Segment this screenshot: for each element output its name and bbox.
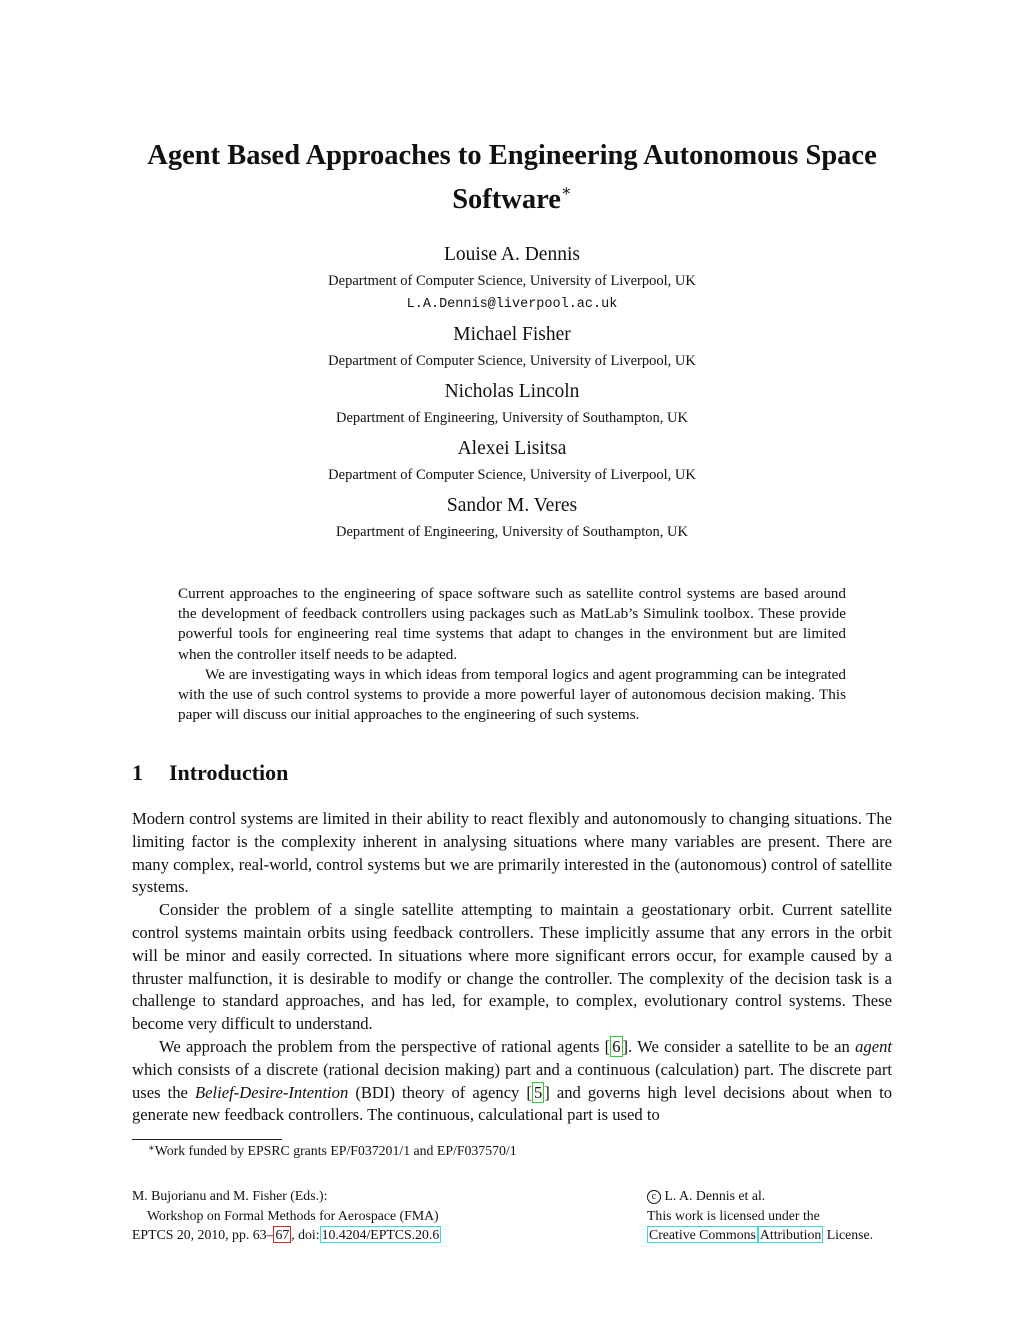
doi-link[interactable]: 10.4204/EPTCS.20.6 [321, 1227, 440, 1242]
license-links: Creative Commons Attribution License. [649, 1227, 874, 1242]
author-name: Sandor M. Veres [446, 495, 578, 516]
footnote-text: Work funded by EPSRC grants EP/F037201/1 and EP/F037570/1 [154, 1143, 517, 1158]
emphasis-agent: agent [855, 1036, 892, 1056]
author-affiliation: Department of Engineering, University of Southampton, UK [336, 410, 688, 426]
last-page-link[interactable]: 67 [275, 1227, 290, 1242]
paper-title [0, 138, 1024, 218]
title-line-1: Agent Based Approaches to Engineering Autonomous Space [147, 140, 877, 171]
author-name: Michael Fisher [453, 324, 571, 345]
citation-link[interactable]: 5 [533, 1082, 543, 1102]
author-email[interactable]: L.A.Dennis@liverpool.ac.uk [406, 297, 618, 312]
body-text [132, 808, 892, 1127]
license-line: This work is licensed under the [647, 1207, 820, 1223]
attribution-link[interactable]: Attribution [759, 1227, 822, 1242]
copyright-icon: c [647, 1190, 661, 1204]
author-affiliation: Department of Computer Science, University of Liverpool, UK [328, 467, 696, 483]
section-title: Introduction [169, 760, 289, 785]
footnote-mark: ∗ [148, 1143, 155, 1154]
abstract-paragraph: Current approaches to the engineering of space software such as satellite control systems are based around the development of feedback controllers using packages such as MatLab’s Simulink toolbox. These provide powerful tools for engineering real time systems that adapt to changes in the environment but are limited when the controller itself needs to be adapted. [178, 585, 846, 663]
editors-line: M. Bujorianu and M. Fisher (Eds.): [132, 1188, 328, 1203]
publication-info [132, 1186, 441, 1245]
footnote [148, 1143, 517, 1159]
creative-commons-link[interactable]: Creative Commons [649, 1227, 756, 1242]
eptcs-line: EPTCS 20, 2010, pp. 63– 67 , doi: 10.4204/EPTCS.20.6 [132, 1227, 440, 1242]
title-footnote-mark: ∗ [560, 183, 572, 200]
body-paragraph: Modern control systems are limited in their ability to react flexibly and autonomously to changing situations. The limiting factor is the complexity inherent in analysing situations where many variables are present. There are many complex, real-world, control systems but we are primarily interested in the (autonomous) control of satellite systems. [132, 809, 892, 897]
title-line-2: Software∗ [452, 183, 572, 215]
footnote-rule [132, 1139, 282, 1140]
abstract-paragraph: We are investigating ways in which ideas from temporal logics and agent programming can be integrated with the use of such control systems to provide a more powerful layer of autonomous decision making. This paper will discuss our initial approaches to the engineering of such systems. [178, 665, 846, 724]
author-affiliation: Department of Computer Science, University of Liverpool, UK [328, 273, 696, 289]
author-affiliation: Department of Engineering, University of Southampton, UK [336, 524, 688, 540]
author-name: Alexei Lisitsa [457, 438, 567, 459]
author-affiliation: Department of Computer Science, University of Liverpool, UK [328, 353, 696, 369]
license-info [647, 1186, 873, 1245]
copyright-line: c L. A. Dennis et al. [647, 1186, 873, 1206]
section-heading [132, 760, 288, 786]
emphasis-bdi: Belief-Desire-Intention [194, 1082, 349, 1102]
section-number: 1 [132, 760, 143, 785]
workshop-line: Workshop on Formal Methods for Aerospace (FMA) [147, 1207, 439, 1223]
author-name: Nicholas Lincoln [444, 381, 580, 402]
body-paragraph: We approach the problem from the perspective of rational agents [ 6 ]. We consider a satellite to be an agent which consists of a discrete (rational decision making) part and a continuous (calculation) part. The discrete part uses the Belief-Desire-Intention (BDI) theory of agency [ 5 ] and governs high level decisions about when to generate new feedback controllers. The continuous, calculational part is used to [132, 1036, 892, 1125]
abstract [178, 584, 846, 725]
body-paragraph: Consider the problem of a single satellite attempting to maintain a geostationary orbit. Current satellite control systems maintain orbits using feedback controllers. These implicitly assume that any errors in the orbit will be minor and easily corrected. In situations where more significant errors occur, for example caused by a thruster malfunction, it is desirable to modify or change the controller. The complexity of the decision task is a challenge to standard approaches, and has led, for example, to complex, evolutionary control systems. These become very difficult to understand. [132, 900, 892, 1034]
citation-link[interactable]: 6 [612, 1036, 621, 1056]
author-name: Louise A. Dennis [444, 244, 580, 265]
